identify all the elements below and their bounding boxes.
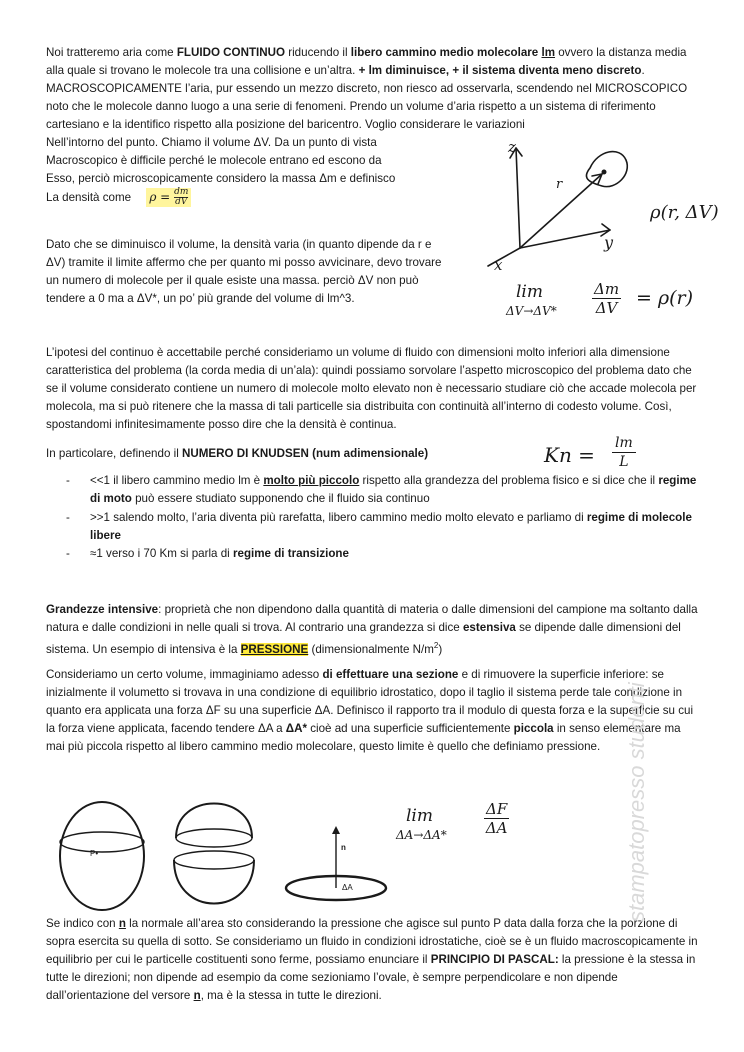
lim-sub: ΔV→ΔV* — [506, 304, 557, 318]
bullet-mark-3: - — [66, 547, 70, 560]
p-lim-label: lim — [406, 806, 433, 826]
watermark — [596, 530, 676, 930]
pressure-definition-paragraph: Consideriamo un certo volume, immaginiamo adesso di effettuare una sezione e di rimuovere la superficie inferiore: se inizialmente il volumetto si trovava in una condizione di equilibrio idrostatico, dopo il taglio il sistema perde tale condizione in quanto era applicata una forza ΔF su una superficie ΔA. Definisco il rapporto tra il modulo di questa forza e la superficie su cui la forza viene applicata, facendo tendere ΔA a ΔA* cioè ad una superficie sufficientemente piccola in senso elementare ma mai più piccola rispetto al libero cammino medio molecolare, questo limite è quello che definiamo pressione. — [46, 668, 694, 753]
pressure-limit-handwritten — [396, 800, 536, 856]
axis-x-label: x — [494, 256, 503, 274]
normal-label: n — [341, 843, 346, 852]
density-limit-paragraph: Dato che se diminuisco il volume, la densità varia (in quanto dipende da r e ΔV) tramite il limite affermo che per quanto mi posso avvicinare, devo trovare un numero di molecole per il quale esiste una massa. perciò ΔV non può tendere a 0 ma a ΔV*, un po’ più grande del volume di lm^3. — [46, 238, 442, 305]
full-volume — [60, 802, 144, 910]
intorno-line-1: Nell’intorno del punto. Chiamo il volume ΔV. Da un punto di vista — [46, 136, 377, 149]
point-p-label: P• — [90, 849, 99, 858]
watermark-text: stampatopresso studenti — [624, 682, 649, 922]
bullet-mark-1: - — [66, 474, 70, 487]
bullet-mark-2: - — [66, 511, 70, 524]
area-label: ΔA — [342, 883, 353, 892]
pascal-paragraph: Se indico con n la normale all’area sto considerando la pressione che agisce sul punto P data dalla forza che la porzione di sopra esercita su quella di sotto. Se consideriamo un fluido in condizioni idrostatiche, cioè se è un fluido macroscopicamente in equilibrio per cui le particelle costituenti sono ferme, possiamo enunciare il PRINCIPIO DI PASCAL: la pressione è la stessa in tutte le direzioni; non dipende ad esempio da come sezioniamo l’ovale, è sempre perpendicolare e non dipende dall’orientazione del versore n, ma è la stessa in tutte le direzioni. — [46, 917, 698, 1002]
density-limit-handwritten — [506, 278, 726, 328]
rho-r-dv-label: ρ(r, ΔV) — [650, 202, 719, 223]
lim-result: = ρ(r) — [636, 287, 694, 309]
kn-lhs: Kn = — [544, 443, 595, 467]
p-frac: ΔF ΔA — [485, 800, 508, 837]
sectioned-volume-diagram — [54, 798, 394, 916]
vector-r-label: r — [556, 177, 563, 192]
axis-z-label: z — [508, 138, 516, 156]
intorno-line-2: Macroscopico è difficile perché le molecole entrano ed escono da — [46, 154, 382, 167]
density-formula: ρ = $\frac{dm}{dV}$ — [146, 188, 191, 207]
intorno-line-4: La densità come ρ = $\frac{dm}{dV}$ — [46, 188, 426, 207]
intro-paragraph: Noi tratteremo aria come FLUIDO CONTINUO riducendo il libero cammino medio molecolare lm ovvero la distanza media alla quale si trovano le molecole tra una collisione e un’altra. + lm diminuisce, + il sistema diventa meno discreto. MACROSCOPICAMENTE l’aria, pur essendo un mezzo discreto, non riesco ad osservarla, scendendo nel MICROSCOPICO noto che le molecole danno luogo a una serie di fenomeni. Prendo un volume d’aria rispetto a un sistema di riferimento cartesiano e la identifico rispetto alla posizione del baricentro. Voglio considerare le variazioni — [46, 46, 688, 131]
continuum-paragraph: L’ipotesi del continuo è accettabile perché consideriamo un volume di fluido con dimensioni molto inferiori alla dimensione caratteristica del problema (la corda media di un’ala): quindi possiamo sorvolare l’aspetto microscopico del problema dato che se il volume considerato contiene un numero di molecole molto elevato non è necessario studiare ciò che accade molecola per molecola, ma si può ritenere che la massa di tali particelle sia distribuita con continuità all’interno di codesto volume. Così, spostandomi infinitesimamente posso dire che la densità è continua. — [46, 346, 697, 431]
area-with-normal — [286, 826, 386, 900]
p-lim-sub: ΔA→ΔA* — [396, 828, 447, 842]
lim-frac: Δm ΔV — [594, 280, 620, 317]
cartesian-axes-sketch — [470, 138, 740, 278]
intensive-paragraph: Grandezze intensive: proprietà che non dipendono dalla quantità di materia o dalle dimensioni del campione ma soltanto dalla natura e dalle condizioni in nelle quali si trova. Al contrario una grandezza si dice estensiva se dipende dalle dimensioni del sistema. Un esempio di intensiva è la PRESSIONE (dimensionalmente $N/m^2$) — [46, 603, 698, 656]
cut-volume — [174, 804, 254, 904]
bullet-free-molecules: >>1 salendo molto, l’aria diventa più rarefatta, libero cammino medio molto elevato e parliamo di regime di molecole libere — [90, 511, 692, 542]
lim-label: lim — [516, 282, 543, 302]
bullet-transition: ≈1 verso i 70 Km si parla di regime di transizione — [90, 547, 349, 560]
bullet-continuum: <<1 il libero cammino medio lm è molto più piccolo rispetto alla grandezza del problema fisico e si dice che il regime di moto può essere studiato supponendo che il fluido sia continuo — [90, 474, 697, 505]
kn-frac: lm L — [612, 434, 636, 471]
axis-y-label: y — [604, 233, 614, 252]
knudsen-intro: In particolare, definendo il NUMERO DI KNUDSEN (num adimensionale) — [46, 447, 429, 460]
intorno-line-3: Esso, perciò microscopicamente considero la massa Δm e definisco — [46, 172, 396, 185]
